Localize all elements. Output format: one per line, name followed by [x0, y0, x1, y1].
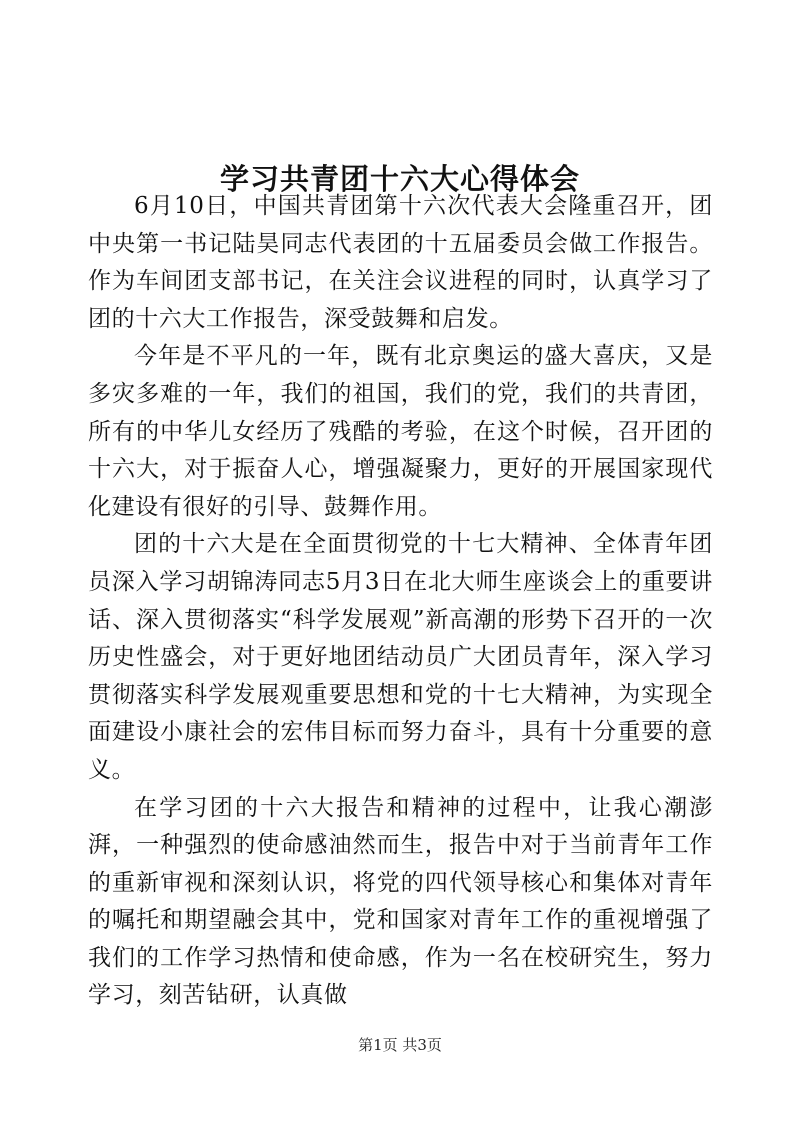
paragraph: 在学习团的十六大报告和精神的过程中，让我心潮澎湃，一种强烈的使命感油然而生，报告中对于当前青年工作的重新审视和深刻认识，将党的四代领导核心和集体对青年的嘱托和期望融会其中，党和国家对青年工作的重视增强了我们的工作学习热情和使命感，作为一名在校研究生，努力学习，刻苦钻研，认真做 — [88, 794, 713, 1009]
page-number-footer: 第1页 共3页 — [358, 1036, 442, 1054]
paragraph: 今年是不平凡的一年，既有北京奥运的盛大喜庆，又是多灾多难的一年，我们的祖国，我们的党，我们的共青团，所有的中华儿女经历了残酷的考验，在这个时候，召开团的十六大，对于振奋人心，增强凝聚力，更好的开展国家现代化建设有很好的引导、鼓舞作用。 — [88, 343, 713, 520]
document-body — [88, 188, 713, 1015]
paragraph: 6月10日，中国共青团第十六次代表大会隆重召开，团中央第一书记陆昊同志代表团的十五届委员会做工作报告。作为车间团支部书记，在关注会议进程的同时，认真学习了团的十六大工作报告，深受鼓舞和启发。 — [88, 193, 713, 332]
document-title: 学习共青团十六大心得体会 — [219, 162, 580, 197]
paragraph: 团的十六大是在全面贯彻党的十七大精神、全体青年团员深入学习胡锦涛同志5月3日在北大师生座谈会上的重要讲话、深入贯彻落实“科学发展观”新高潮的形势下召开的一次历史性盛会，对于更好地团结动员广大团员青年，深入学习贯彻落实科学发展观重要思想和党的十七大精神，为实现全面建设小康社会的宏伟目标而努力奋斗，具有十分重要的意义。 — [88, 531, 713, 783]
